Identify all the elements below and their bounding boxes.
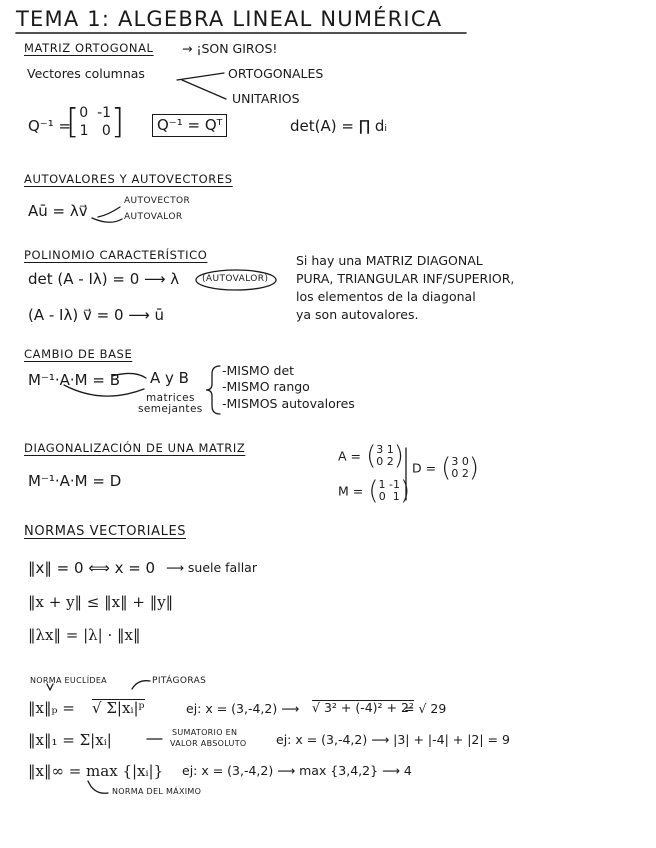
q-inverse-matrix: [0 -1 1 0] — [66, 102, 125, 143]
matrix-a-row-2: 0 2 — [376, 455, 394, 468]
norm-axiom-1: ‖x‖ = 0 ⟺ x = 0 — [28, 559, 156, 577]
matrix-d: D = (3 0 0 2) — [412, 453, 479, 483]
matrix-a-label: A = — [338, 448, 361, 464]
matrix-m: M = (1 -1 0 1) — [338, 476, 411, 506]
note-line-4: ya son autovalores. — [296, 307, 419, 322]
heading-matriz-ortogonal: MATRIZ ORTOGONAL — [24, 41, 154, 55]
char-poly-formula: det (A - Iλ) = 0 ⟶ λ — [28, 270, 180, 288]
matrix-row-2: 1 0 — [79, 123, 111, 140]
heading-cambio-base: CAMBIO DE BASE — [24, 347, 133, 361]
matrix-row-1: 0 -1 — [79, 105, 112, 121]
eigenvector-formula: (A - Iλ) v⃗ = 0 ⟶ ū — [28, 306, 165, 324]
matrices-label: matrices — [146, 392, 195, 404]
prop-mismo-det: -MISMO det — [222, 363, 295, 378]
label-autovalor: AUTOVALOR — [124, 212, 183, 222]
matrix-m-row-2: 0 1 — [378, 490, 400, 503]
prop-mismos-autovalores: -MISMOS autovalores — [222, 396, 355, 411]
matrix-d-row-1: 3 0 — [451, 455, 469, 469]
note-line-3: los elementos de la diagonal — [296, 289, 476, 304]
diagonalization-formula: M⁻¹·A·M = D — [28, 472, 122, 490]
p-norm-rhs: √ Σ|xᵢ|ᵖ — [92, 699, 145, 717]
note-line-1: Si hay una MATRIZ DIAGONAL — [296, 253, 483, 268]
p-norm-result: = √ 29 — [404, 701, 447, 716]
matrix-m-label: M = — [338, 483, 364, 499]
note-line-2: PURA, TRIANGULAR INF/SUPERIOR, — [296, 271, 515, 286]
one-norm-example: ej: x = (3,-4,2) ⟶ |3| + |-4| + |2| = 9 — [276, 732, 510, 747]
matrix-d-row-2: 0 2 — [451, 467, 469, 480]
heading-autovalores: AUTOVALORES Y AUTOVECTORES — [24, 172, 233, 186]
branch-ortogonales: ORTOGONALES — [228, 66, 324, 81]
circled-autovalor: (AUTOVALOR) — [202, 274, 269, 284]
label-sumatorio-2: VALOR ABSOLUTO — [170, 739, 247, 748]
label-norma-maximo: NORMA DEL MÁXIMO — [112, 787, 202, 796]
matrix-a-row-1: 3 1 — [376, 443, 394, 457]
vectores-columnas-label: Vectores columnas — [27, 66, 145, 81]
page-title: TEMA 1: ALGEBRA LINEAL NUMÉRICA — [16, 7, 443, 31]
q-inverse-label: Q⁻¹ = — [28, 117, 72, 135]
label-norma-euclidea: NORMA EUCLÍDEA — [30, 676, 107, 685]
label-autovector: AUTOVECTOR — [124, 196, 191, 206]
matrix-d-label: D = — [412, 460, 437, 476]
label-sumatorio-1: SUMATORIO EN — [172, 728, 238, 737]
infinity-norm: ‖x‖∞ = max {|xᵢ|} — [28, 762, 164, 780]
prop-mismo-rango: -MISMO rango — [222, 379, 310, 394]
eigen-formula: Aū = λv⃗ — [28, 202, 88, 220]
a-y-b-label: A y B — [150, 369, 189, 387]
norm-axiom-3: ‖λx‖ = |λ| · ‖x‖ — [28, 626, 141, 644]
matrix-m-row-1: 1 -1 — [378, 478, 400, 492]
p-norm-lhs: ‖x‖ₚ = — [28, 699, 75, 717]
norm-axiom-1-note: ⟶ suele fallar — [166, 560, 257, 575]
semejantes-label: semejantes — [138, 403, 203, 415]
heading-normas: NORMAS VECTORIALES — [24, 524, 187, 539]
label-pitagoras: PITÁGORAS — [152, 676, 207, 686]
matrix-a: A = (3 1 0 2) — [338, 441, 404, 471]
det-product-formula: det(A) = ∏ dᵢ — [290, 117, 388, 135]
heading-diagonalizacion: DIAGONALIZACIÓN DE UNA MATRIZ — [24, 441, 246, 455]
infinity-norm-example: ej: x = (3,-4,2) ⟶ max {3,4,2} ⟶ 4 — [182, 763, 412, 778]
p-norm-example-sqrt: √ 3² + (-4)² + 2² — [312, 700, 414, 715]
boxed-orthogonal-formula: Q⁻¹ = Qᵀ — [152, 114, 227, 137]
one-norm: ‖x‖₁ = Σ|xᵢ| — [28, 731, 112, 749]
norm-axiom-2: ‖x + y‖ ≤ ‖x‖ + ‖y‖ — [28, 593, 174, 611]
heading-note-giros: → ¡SON GIROS! — [182, 41, 278, 56]
p-norm-example: ej: x = (3,-4,2) ⟶ — [186, 701, 300, 716]
change-of-basis-formula: M⁻¹·A·M = B — [28, 371, 121, 389]
heading-polinomio: POLINOMIO CARACTERÍSTICO — [24, 248, 208, 262]
branch-unitarios: UNITARIOS — [232, 91, 300, 106]
